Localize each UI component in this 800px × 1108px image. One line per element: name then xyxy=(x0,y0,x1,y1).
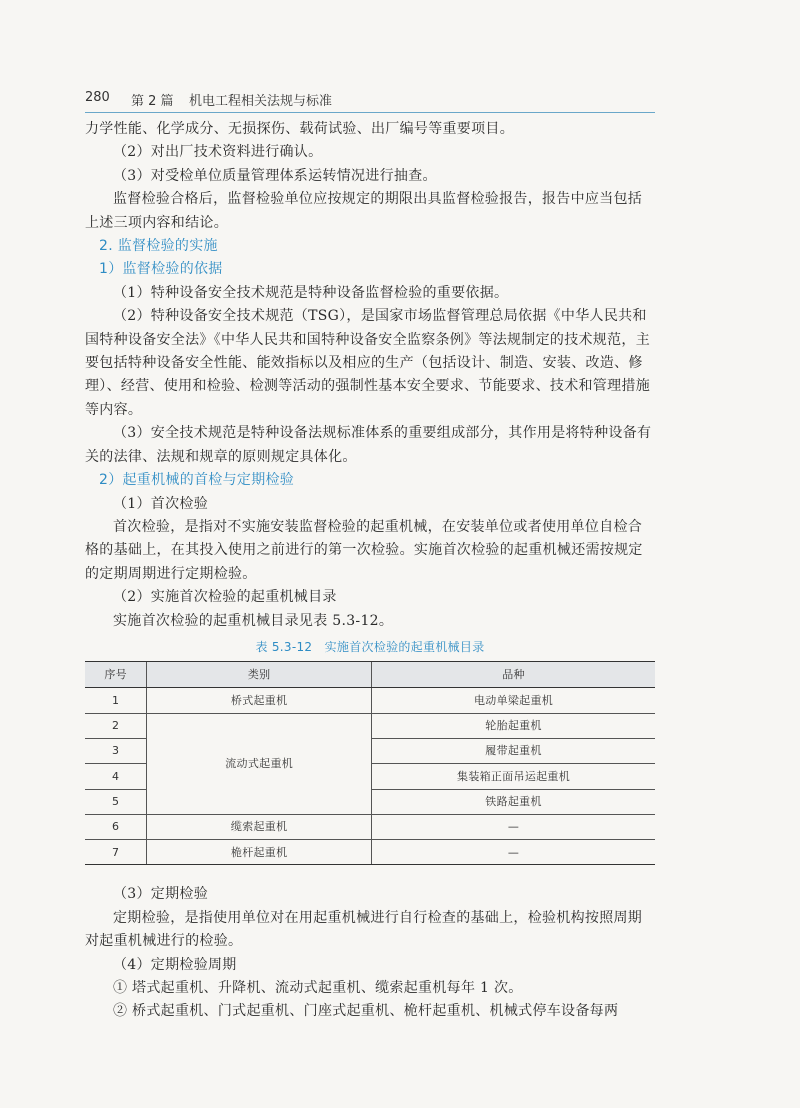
cell-category: 流动式起重机 xyxy=(147,713,372,814)
paragraph: （2）对出厂技术资料进行确认。 xyxy=(113,144,323,161)
paragraph: ② 桥式起重机、门式起重机、门座式起重机、桅杆起重机、机械式停车设备每两 xyxy=(113,1003,619,1020)
paragraph: （1）首次检验 xyxy=(113,495,209,512)
page-header xyxy=(85,86,655,113)
cell-no: 2 xyxy=(85,713,147,738)
paragraph: （2）实施首次检验的起重机械目录 xyxy=(113,589,337,606)
paragraph: 首次检验，是指对不实施安装监督检验的起重机械，在安装单位或者使用单位自检合格的基础上，在其投入使用之前进行的第一次检验。实施首次检验的起重机械还需按规定的定期周期进行定期检验。 xyxy=(85,518,643,582)
table-title: 表 5.3-12 实施首次检验的起重机械目录 xyxy=(255,639,485,654)
table-row xyxy=(85,713,655,738)
section-heading: 2. 监督检验的实施 xyxy=(99,238,218,255)
paragraph: （4）定期检验周期 xyxy=(113,956,237,973)
cell-variety: 轮胎起重机 xyxy=(372,713,655,738)
cell-no: 1 xyxy=(85,688,147,713)
paragraph: 力学性能、化学成分、无损探伤、载荷试验、出厂编号等重要项目。 xyxy=(85,121,514,137)
cell-category: 桅杆起重机 xyxy=(147,840,372,865)
paragraph: （3）定期检验 xyxy=(113,886,209,903)
cell-variety: 电动单梁起重机 xyxy=(372,688,655,713)
table-header-row xyxy=(85,661,655,687)
cell-no: 5 xyxy=(85,789,147,814)
paragraph: （3）对受检单位质量管理体系运转情况进行抽查。 xyxy=(113,167,437,184)
cell-no: 3 xyxy=(85,738,147,763)
paragraph: （2）特种设备安全技术规范（TSG），是国家市场监督管理总局依据《中华人民共和国特种设备安全法》《中华人民共和国特种设备安全监察条例》等法规制定的技术规范，主要包括特种设备安全性能、能效指标以及相应的生产（包括设计、制造、安装、改造、修理）、经营、使用和检验、检测等活动的强制性基本安全要求、节能要求、技术和管理措施等内容。 xyxy=(85,308,650,418)
cell-category: 缆索起重机 xyxy=(147,814,372,839)
crane-table xyxy=(85,661,655,865)
cell-variety: 铁路起重机 xyxy=(372,789,655,814)
paragraph: ① 塔式起重机、升降机、流动式起重机、缆索起重机每年 1 次。 xyxy=(113,980,523,997)
cell-category: 桥式起重机 xyxy=(147,688,372,713)
paragraph: 定期检验，是指使用单位对在用起重机械进行自行检查的基础上，检验机构按照周期对起重机械进行的检验。 xyxy=(85,909,643,950)
header-variety: 品种 xyxy=(372,661,655,687)
header-category: 类别 xyxy=(147,661,372,687)
cell-variety: 集装箱正面吊运起重机 xyxy=(372,764,655,789)
paragraph: （3）安全技术规范是特种设备法规标准体系的重要组成部分，其作用是将特种设备有关的法律、法规和规章的原则规定具体化。 xyxy=(85,425,652,465)
table-row xyxy=(85,840,655,865)
after-table-section xyxy=(85,883,655,1023)
cell-variety: — xyxy=(372,814,655,839)
part-title: 机电工程相关法规与标准 xyxy=(189,94,333,109)
cell-no: 6 xyxy=(85,814,147,839)
subsection-heading: 1）监督检验的依据 xyxy=(99,261,223,278)
cell-no: 4 xyxy=(85,764,147,789)
page-body xyxy=(85,118,655,1024)
paragraph: 实施首次检验的起重机械目录见表 5.3-12。 xyxy=(113,612,394,629)
subsection-heading: 2）起重机械的首检与定期检验 xyxy=(99,472,295,489)
paragraph: 监督检验合格后，监督检验单位应按规定的期限出具监督检验报告，报告中应当包括上述三项内容和结论。 xyxy=(85,191,643,231)
table-row xyxy=(85,688,655,713)
cell-no: 7 xyxy=(85,840,147,865)
cell-variety: 履带起重机 xyxy=(372,738,655,763)
cell-variety: — xyxy=(372,840,655,865)
paragraph: （1）特种设备安全技术规范是特种设备监督检验的重要依据。 xyxy=(113,284,509,301)
part-label: 第 2 篇 xyxy=(131,94,174,109)
page-number: 280 xyxy=(85,90,110,105)
header-no: 序号 xyxy=(85,661,147,687)
table-row xyxy=(85,814,655,839)
